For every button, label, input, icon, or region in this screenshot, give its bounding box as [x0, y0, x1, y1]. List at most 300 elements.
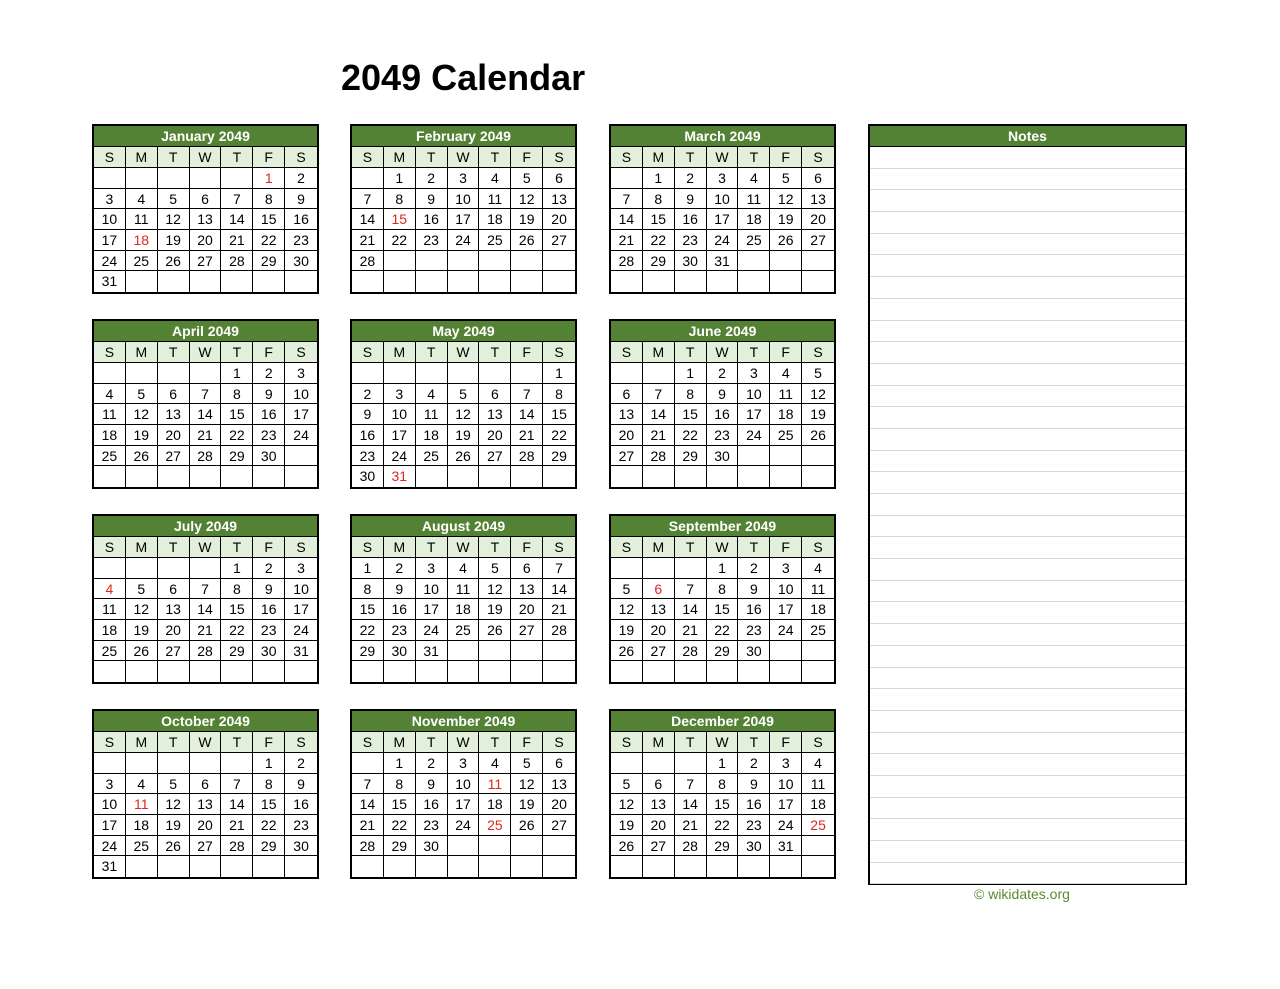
empty-day-cell — [285, 856, 317, 877]
day-cell: 2 — [416, 168, 448, 189]
day-cell: 3 — [770, 558, 802, 579]
day-cell: 26 — [158, 836, 190, 857]
day-cell: 30 — [738, 836, 770, 857]
empty-day-cell — [158, 753, 190, 774]
notes-line[interactable] — [870, 863, 1185, 885]
day-cell: 3 — [416, 558, 448, 579]
day-cell: 29 — [543, 446, 575, 467]
day-cell: 6 — [158, 384, 190, 405]
empty-day-cell — [448, 363, 480, 384]
weekday-header: T — [738, 732, 770, 753]
day-cell: 8 — [221, 384, 253, 405]
notes-line[interactable] — [870, 624, 1185, 646]
day-cell: 18 — [94, 425, 126, 446]
day-cell: 2 — [738, 753, 770, 774]
empty-day-cell — [221, 466, 253, 487]
day-cell: 20 — [543, 794, 575, 815]
day-cell: 24 — [94, 836, 126, 857]
weekday-header: M — [384, 147, 416, 168]
day-cell: 5 — [448, 384, 480, 405]
weekday-header: W — [448, 342, 480, 363]
notes-line[interactable] — [870, 277, 1185, 299]
notes-line[interactable] — [870, 559, 1185, 581]
notes-line[interactable] — [870, 646, 1185, 668]
day-cell: 2 — [707, 363, 739, 384]
day-cell: 13 — [543, 774, 575, 795]
day-cell: 18 — [738, 209, 770, 230]
notes-line[interactable] — [870, 494, 1185, 516]
day-cell: 24 — [707, 230, 739, 251]
day-cell: 12 — [611, 794, 643, 815]
empty-day-cell — [643, 558, 675, 579]
day-cell: 21 — [675, 620, 707, 641]
day-cell: 23 — [253, 620, 285, 641]
day-cell: 28 — [190, 641, 222, 662]
weekday-header: S — [285, 342, 317, 363]
day-cell: 22 — [643, 230, 675, 251]
day-cell: 11 — [94, 404, 126, 425]
day-cell: 9 — [416, 774, 448, 795]
weekday-header: S — [285, 147, 317, 168]
weekday-header: T — [416, 342, 448, 363]
day-cell: 4 — [802, 753, 834, 774]
day-cell: 23 — [416, 230, 448, 251]
notes-line[interactable] — [870, 711, 1185, 733]
empty-day-cell — [543, 836, 575, 857]
day-cell: 11 — [802, 774, 834, 795]
month-title: May 2049 — [352, 321, 575, 342]
notes-line[interactable] — [870, 451, 1185, 473]
day-cell: 21 — [511, 425, 543, 446]
day-cell: 14 — [543, 579, 575, 600]
empty-day-cell — [611, 271, 643, 292]
weekday-header: W — [707, 147, 739, 168]
notes-line[interactable] — [870, 321, 1185, 343]
day-cell: 4 — [770, 363, 802, 384]
weekday-header: M — [126, 732, 158, 753]
notes-line[interactable] — [870, 819, 1185, 841]
notes-line[interactable] — [870, 537, 1185, 559]
site-credit[interactable]: © wikidates.org — [974, 886, 1070, 902]
day-cell: 8 — [352, 579, 384, 600]
day-cell: 22 — [384, 230, 416, 251]
month-title: July 2049 — [94, 516, 317, 537]
day-cell: 25 — [738, 230, 770, 251]
weekday-header: W — [707, 342, 739, 363]
day-cell: 29 — [675, 446, 707, 467]
empty-day-cell — [802, 446, 834, 467]
day-cell: 21 — [543, 599, 575, 620]
day-cell: 31 — [707, 251, 739, 272]
day-cell: 19 — [511, 794, 543, 815]
day-cell: 29 — [707, 836, 739, 857]
empty-day-cell — [190, 363, 222, 384]
day-cell: 16 — [253, 404, 285, 425]
empty-day-cell — [158, 363, 190, 384]
day-cell: 4 — [479, 753, 511, 774]
day-cell: 9 — [285, 774, 317, 795]
day-cell: 11 — [126, 794, 158, 815]
day-cell: 19 — [126, 620, 158, 641]
day-cell: 20 — [190, 230, 222, 251]
day-cell: 28 — [675, 836, 707, 857]
notes-line[interactable] — [870, 407, 1185, 429]
notes-line[interactable] — [870, 342, 1185, 364]
day-cell: 21 — [190, 425, 222, 446]
day-cell: 25 — [448, 620, 480, 641]
weekday-header: T — [158, 537, 190, 558]
empty-day-cell — [511, 856, 543, 877]
day-cell: 30 — [352, 466, 384, 487]
day-cell: 14 — [190, 404, 222, 425]
day-cell: 3 — [384, 384, 416, 405]
weekday-header: S — [543, 537, 575, 558]
day-cell: 21 — [190, 620, 222, 641]
day-cell: 8 — [543, 384, 575, 405]
day-cell: 12 — [511, 774, 543, 795]
day-cell: 28 — [221, 836, 253, 857]
weekday-header: S — [285, 732, 317, 753]
day-cell: 18 — [770, 404, 802, 425]
day-cell: 22 — [221, 425, 253, 446]
weekday-header: W — [707, 537, 739, 558]
empty-day-cell — [384, 363, 416, 384]
empty-day-cell — [221, 753, 253, 774]
day-cell: 15 — [253, 209, 285, 230]
day-cell: 22 — [707, 815, 739, 836]
notes-line[interactable] — [870, 516, 1185, 538]
day-cell: 18 — [126, 230, 158, 251]
month-title: February 2049 — [352, 126, 575, 147]
empty-day-cell — [707, 466, 739, 487]
empty-day-cell — [738, 251, 770, 272]
notes-line[interactable] — [870, 841, 1185, 863]
weekday-header: S — [543, 342, 575, 363]
notes-line[interactable] — [870, 689, 1185, 711]
day-cell: 20 — [479, 425, 511, 446]
weekday-header: S — [611, 342, 643, 363]
day-cell: 18 — [802, 794, 834, 815]
day-cell: 12 — [611, 599, 643, 620]
empty-day-cell — [253, 466, 285, 487]
notes-line[interactable] — [870, 234, 1185, 256]
day-cell: 30 — [384, 641, 416, 662]
empty-day-cell — [158, 271, 190, 292]
day-cell: 4 — [126, 774, 158, 795]
day-cell: 14 — [675, 794, 707, 815]
weekday-header: T — [675, 732, 707, 753]
day-cell: 16 — [253, 599, 285, 620]
day-cell: 7 — [611, 189, 643, 210]
notes-line[interactable] — [870, 169, 1185, 191]
weekday-header: S — [94, 147, 126, 168]
day-cell: 15 — [643, 209, 675, 230]
notes-line[interactable] — [870, 472, 1185, 494]
day-cell: 21 — [643, 425, 675, 446]
day-cell: 29 — [352, 641, 384, 662]
day-cell: 22 — [543, 425, 575, 446]
notes-line[interactable] — [870, 602, 1185, 624]
day-cell: 15 — [384, 794, 416, 815]
weekday-header: S — [352, 732, 384, 753]
day-cell: 27 — [802, 230, 834, 251]
day-cell: 7 — [543, 558, 575, 579]
day-cell: 17 — [94, 815, 126, 836]
empty-day-cell — [479, 466, 511, 487]
month-title: November 2049 — [352, 711, 575, 732]
day-cell: 3 — [285, 363, 317, 384]
notes-line[interactable] — [870, 299, 1185, 321]
day-cell: 16 — [707, 404, 739, 425]
weekday-header: S — [352, 342, 384, 363]
day-cell: 27 — [511, 620, 543, 641]
day-cell: 14 — [675, 599, 707, 620]
notes-line[interactable] — [870, 668, 1185, 690]
empty-day-cell — [511, 466, 543, 487]
empty-day-cell — [384, 856, 416, 877]
empty-day-cell — [479, 836, 511, 857]
weekday-header: T — [158, 732, 190, 753]
day-cell: 17 — [384, 425, 416, 446]
month-calendar — [92, 709, 319, 879]
notes-line[interactable] — [870, 386, 1185, 408]
day-cell: 19 — [479, 599, 511, 620]
day-cell: 15 — [221, 599, 253, 620]
empty-day-cell — [707, 271, 739, 292]
day-cell: 9 — [416, 189, 448, 210]
day-cell: 18 — [126, 815, 158, 836]
day-cell: 27 — [158, 641, 190, 662]
day-cell: 2 — [384, 558, 416, 579]
empty-day-cell — [738, 271, 770, 292]
day-cell: 29 — [253, 836, 285, 857]
day-cell: 27 — [479, 446, 511, 467]
empty-day-cell — [611, 168, 643, 189]
weekday-header: T — [479, 147, 511, 168]
day-cell: 12 — [126, 599, 158, 620]
day-cell: 3 — [94, 774, 126, 795]
notes-line[interactable] — [870, 733, 1185, 755]
empty-day-cell — [511, 836, 543, 857]
day-cell: 6 — [802, 168, 834, 189]
day-cell: 7 — [190, 579, 222, 600]
empty-day-cell — [802, 466, 834, 487]
day-cell: 30 — [285, 836, 317, 857]
empty-day-cell — [94, 558, 126, 579]
day-cell: 1 — [384, 168, 416, 189]
empty-day-cell — [611, 856, 643, 877]
weekday-header: T — [221, 732, 253, 753]
notes-line[interactable] — [870, 255, 1185, 277]
weekday-header: S — [94, 732, 126, 753]
day-cell: 5 — [802, 363, 834, 384]
empty-day-cell — [384, 661, 416, 682]
day-cell: 22 — [707, 620, 739, 641]
notes-lines — [870, 147, 1185, 884]
day-cell: 7 — [675, 774, 707, 795]
weekday-header: M — [643, 732, 675, 753]
empty-day-cell — [707, 661, 739, 682]
month-calendar — [350, 124, 577, 294]
notes-line[interactable] — [870, 581, 1185, 603]
day-cell: 19 — [158, 230, 190, 251]
day-cell: 8 — [707, 774, 739, 795]
day-cell: 5 — [126, 384, 158, 405]
day-cell: 25 — [416, 446, 448, 467]
day-cell: 22 — [384, 815, 416, 836]
day-cell: 7 — [221, 189, 253, 210]
day-cell: 19 — [511, 209, 543, 230]
month-title: October 2049 — [94, 711, 317, 732]
empty-day-cell — [126, 753, 158, 774]
day-cell: 1 — [253, 753, 285, 774]
day-cell: 11 — [738, 189, 770, 210]
weekday-header: T — [221, 147, 253, 168]
day-cell: 24 — [285, 620, 317, 641]
day-cell: 11 — [479, 189, 511, 210]
day-cell: 14 — [352, 209, 384, 230]
day-cell: 6 — [643, 579, 675, 600]
day-cell: 13 — [611, 404, 643, 425]
empty-day-cell — [352, 661, 384, 682]
day-cell: 20 — [802, 209, 834, 230]
notes-line[interactable] — [870, 429, 1185, 451]
weekday-header: T — [738, 342, 770, 363]
day-cell: 18 — [94, 620, 126, 641]
day-cell: 22 — [253, 230, 285, 251]
month-title: March 2049 — [611, 126, 834, 147]
day-cell: 23 — [285, 815, 317, 836]
notes-panel — [868, 124, 1187, 885]
day-cell: 3 — [448, 168, 480, 189]
day-cell: 8 — [384, 189, 416, 210]
day-cell: 25 — [126, 251, 158, 272]
day-cell: 27 — [543, 230, 575, 251]
day-cell: 10 — [448, 189, 480, 210]
day-cell: 28 — [190, 446, 222, 467]
month-title: June 2049 — [611, 321, 834, 342]
day-cell: 14 — [611, 209, 643, 230]
notes-line[interactable] — [870, 776, 1185, 798]
empty-day-cell — [285, 466, 317, 487]
day-cell: 23 — [352, 446, 384, 467]
day-cell: 24 — [384, 446, 416, 467]
empty-day-cell — [221, 168, 253, 189]
day-cell: 21 — [352, 815, 384, 836]
empty-day-cell — [126, 271, 158, 292]
day-cell: 16 — [416, 209, 448, 230]
notes-line[interactable] — [870, 798, 1185, 820]
empty-day-cell — [352, 856, 384, 877]
day-cell: 14 — [221, 209, 253, 230]
weekday-header: M — [126, 537, 158, 558]
empty-day-cell — [416, 271, 448, 292]
weekday-header: S — [94, 537, 126, 558]
empty-day-cell — [94, 466, 126, 487]
month-title: September 2049 — [611, 516, 834, 537]
weekday-header: S — [802, 147, 834, 168]
day-cell: 25 — [479, 815, 511, 836]
day-cell: 19 — [802, 404, 834, 425]
weekday-header: M — [126, 342, 158, 363]
month-calendar — [350, 319, 577, 489]
day-cell: 19 — [611, 815, 643, 836]
day-cell: 1 — [221, 363, 253, 384]
empty-day-cell — [643, 856, 675, 877]
day-cell: 4 — [802, 558, 834, 579]
weekday-header: T — [221, 342, 253, 363]
empty-day-cell — [126, 856, 158, 877]
empty-day-cell — [611, 363, 643, 384]
weekday-header: T — [479, 342, 511, 363]
weekday-header: S — [611, 732, 643, 753]
weekday-header: T — [479, 537, 511, 558]
day-cell: 10 — [770, 774, 802, 795]
day-cell: 17 — [770, 794, 802, 815]
day-cell: 19 — [770, 209, 802, 230]
day-cell: 22 — [253, 815, 285, 836]
day-cell: 28 — [352, 251, 384, 272]
day-cell: 18 — [802, 599, 834, 620]
notes-line[interactable] — [870, 147, 1185, 169]
day-cell: 2 — [738, 558, 770, 579]
notes-line[interactable] — [870, 754, 1185, 776]
notes-line[interactable] — [870, 190, 1185, 212]
day-cell: 9 — [738, 579, 770, 600]
weekday-header: T — [738, 147, 770, 168]
day-cell: 29 — [221, 446, 253, 467]
weekday-header: S — [352, 537, 384, 558]
day-cell: 9 — [253, 384, 285, 405]
weekday-header: T — [158, 147, 190, 168]
empty-day-cell — [643, 363, 675, 384]
day-cell: 16 — [352, 425, 384, 446]
day-cell: 10 — [94, 209, 126, 230]
weekday-header: F — [253, 147, 285, 168]
day-cell: 16 — [675, 209, 707, 230]
day-cell: 23 — [738, 815, 770, 836]
month-calendar — [92, 124, 319, 294]
day-cell: 29 — [384, 836, 416, 857]
day-cell: 9 — [738, 774, 770, 795]
notes-line[interactable] — [870, 212, 1185, 234]
day-cell: 24 — [770, 815, 802, 836]
day-cell: 6 — [190, 189, 222, 210]
day-cell: 17 — [707, 209, 739, 230]
empty-day-cell — [158, 168, 190, 189]
weekday-header: F — [511, 537, 543, 558]
empty-day-cell — [738, 446, 770, 467]
weekday-header: W — [448, 147, 480, 168]
month-calendar — [350, 514, 577, 684]
empty-day-cell — [416, 466, 448, 487]
empty-day-cell — [190, 661, 222, 682]
day-cell: 18 — [479, 794, 511, 815]
notes-line[interactable] — [870, 364, 1185, 386]
day-cell: 8 — [384, 774, 416, 795]
day-cell: 20 — [190, 815, 222, 836]
day-cell: 2 — [285, 753, 317, 774]
day-cell: 8 — [643, 189, 675, 210]
day-cell: 4 — [416, 384, 448, 405]
day-cell: 10 — [285, 579, 317, 600]
month-calendar — [609, 124, 836, 294]
day-cell: 26 — [479, 620, 511, 641]
weekday-header: M — [643, 537, 675, 558]
day-cell: 28 — [221, 251, 253, 272]
empty-day-cell — [738, 466, 770, 487]
empty-day-cell — [611, 661, 643, 682]
